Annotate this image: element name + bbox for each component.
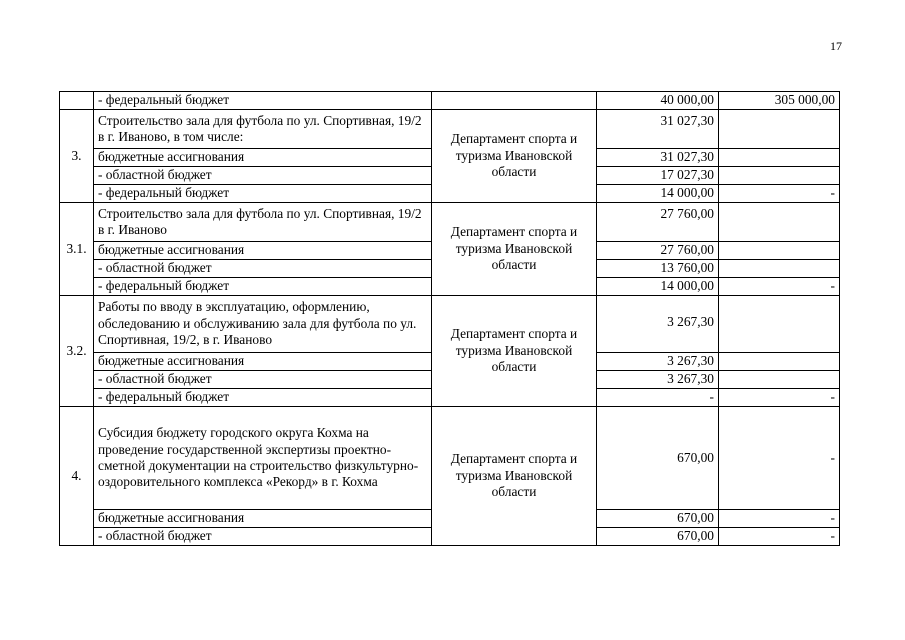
row-description: Строительство зала для футбола по ул. Спортивная, 19/2 в г. Иваново [94, 203, 432, 242]
row-description: - областной бюджет [94, 528, 432, 546]
amount-cell-2 [719, 203, 840, 242]
amount-cell-2 [719, 110, 840, 149]
amount-cell: 27 760,00 [597, 242, 719, 260]
amount-cell: - [597, 389, 719, 407]
row-description: бюджетные ассигнования [94, 242, 432, 260]
amount-cell: 31 027,30 [597, 110, 719, 149]
amount-cell-2 [719, 371, 840, 389]
row-number: 3.1. [60, 203, 94, 296]
amount-cell: 40 000,00 [597, 92, 719, 110]
amount-cell: 670,00 [597, 528, 719, 546]
department-cell: Департамент спорта и туризма Ивановской области [432, 296, 597, 407]
row-number [60, 92, 94, 110]
row-description: - областной бюджет [94, 167, 432, 185]
row-description: бюджетные ассигнования [94, 353, 432, 371]
amount-cell-2: - [719, 407, 840, 510]
row-description: - федеральный бюджет [94, 389, 432, 407]
budget-table-body [60, 92, 840, 546]
table-row [60, 296, 840, 353]
amount-cell-2: - [719, 185, 840, 203]
budget-table [59, 91, 840, 546]
amount-cell: 670,00 [597, 510, 719, 528]
amount-cell-2: 305 000,00 [719, 92, 840, 110]
amount-cell-2: - [719, 278, 840, 296]
amount-cell: 14 000,00 [597, 185, 719, 203]
table-row [60, 407, 840, 510]
amount-cell: 17 027,30 [597, 167, 719, 185]
row-description: - областной бюджет [94, 371, 432, 389]
amount-cell: 3 267,30 [597, 296, 719, 353]
amount-cell-2: - [719, 510, 840, 528]
amount-cell: 3 267,30 [597, 353, 719, 371]
amount-cell: 3 267,30 [597, 371, 719, 389]
row-number: 3. [60, 110, 94, 203]
department-cell: Департамент спорта и туризма Ивановской области [432, 203, 597, 296]
amount-cell-2 [719, 260, 840, 278]
table-row [60, 203, 840, 242]
amount-cell: 27 760,00 [597, 203, 719, 242]
amount-cell-2 [719, 353, 840, 371]
row-description: - федеральный бюджет [94, 185, 432, 203]
amount-cell-2: - [719, 528, 840, 546]
row-description: - федеральный бюджет [94, 92, 432, 110]
row-number: 4. [60, 407, 94, 546]
row-description: Строительство зала для футбола по ул. Спортивная, 19/2 в г. Иваново, в том числе: [94, 110, 432, 149]
amount-cell: 670,00 [597, 407, 719, 510]
department-cell: Департамент спорта и туризма Ивановской области [432, 110, 597, 203]
row-description: бюджетные ассигнования [94, 149, 432, 167]
amount-cell-2 [719, 167, 840, 185]
amount-cell-2 [719, 242, 840, 260]
table-row [60, 92, 840, 110]
page-number: 17 [830, 39, 842, 53]
row-description: - федеральный бюджет [94, 278, 432, 296]
department-cell [432, 92, 597, 110]
amount-cell-2 [719, 296, 840, 353]
amount-cell: 14 000,00 [597, 278, 719, 296]
amount-cell: 31 027,30 [597, 149, 719, 167]
row-number: 3.2. [60, 296, 94, 407]
row-description: Работы по вводу в эксплуатацию, оформлению, обследованию и обслуживанию зала для футбола по ул. Спортивная, 19/2, в г. Иваново [94, 296, 432, 353]
row-description: - областной бюджет [94, 260, 432, 278]
department-cell: Департамент спорта и туризма Ивановской области [432, 407, 597, 546]
table-row [60, 110, 840, 149]
row-description: Субсидия бюджету городского округа Кохма на проведение государственной экспертизы проектно-сметной документации на строительство физкультурно-оздоровительного комплекса «Рекорд» в г. Кохма [94, 407, 432, 510]
amount-cell-2 [719, 149, 840, 167]
amount-cell: 13 760,00 [597, 260, 719, 278]
row-description: бюджетные ассигнования [94, 510, 432, 528]
amount-cell-2: - [719, 389, 840, 407]
